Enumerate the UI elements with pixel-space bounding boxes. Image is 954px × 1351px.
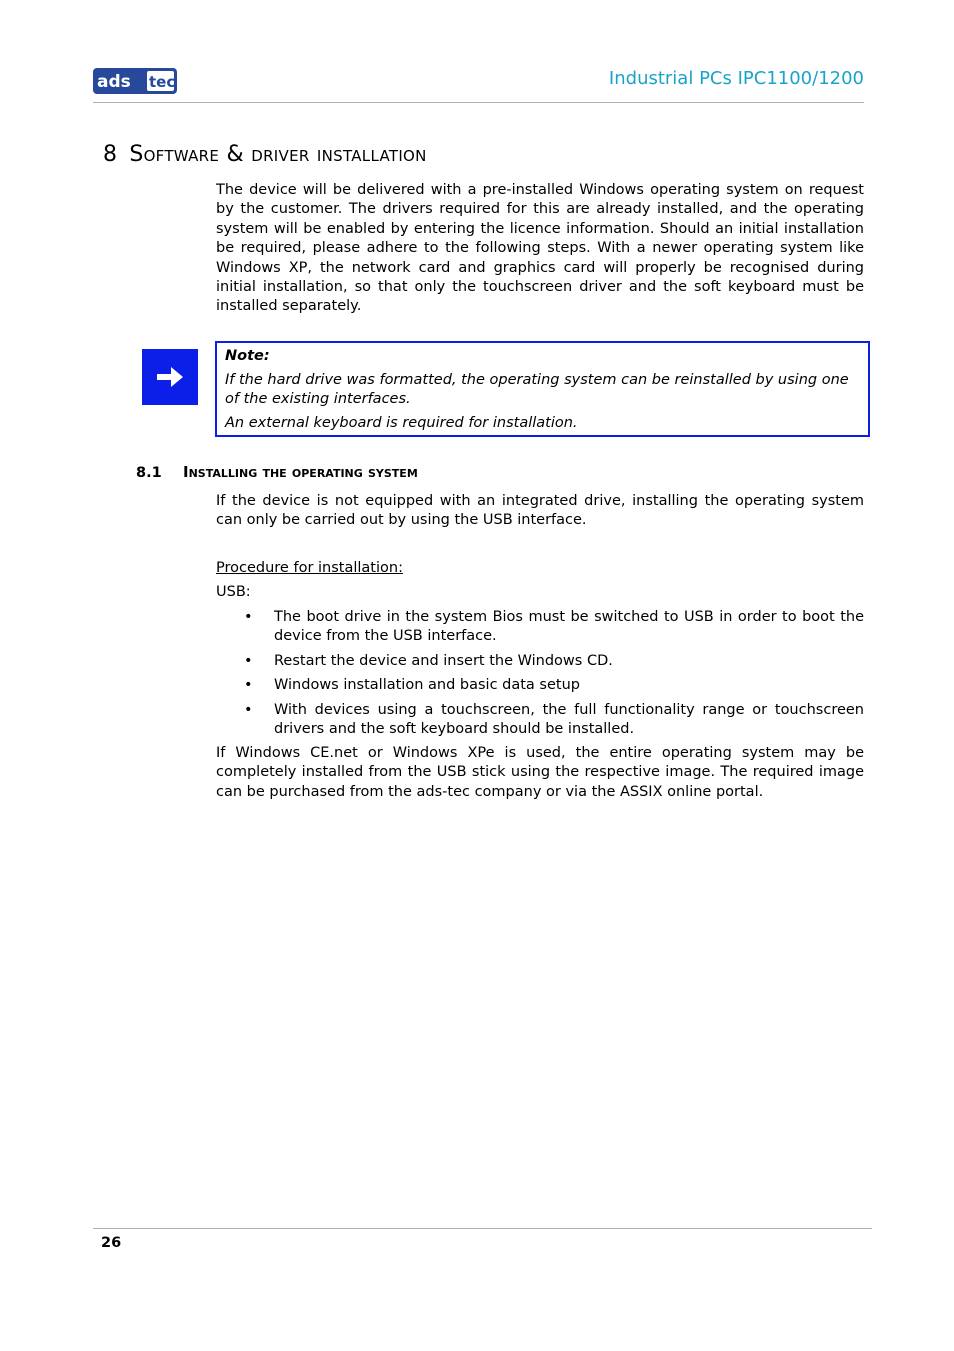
list-item-text: The boot drive in the system Bios must be switched to USB in order to boot the device from the USB interface.: [274, 609, 864, 645]
bullet-icon: •: [244, 701, 253, 718]
document-header-title: Industrial PCs IPC1100/1200: [608, 68, 864, 89]
procedure-label: Procedure for installation:: [216, 560, 403, 576]
bullet-icon: •: [244, 677, 253, 694]
ads-tec-logo: [93, 68, 177, 94]
arrow-right-icon: [142, 349, 198, 405]
list-item-text: With devices using a touchscreen, the full functionality range or touchscreen drivers and the soft keyboard should be installed.: [274, 701, 864, 738]
page-number: 26: [101, 1235, 122, 1251]
chapter-number: 8: [103, 142, 118, 167]
chapter-heading: [103, 142, 427, 167]
intro-paragraph: The device will be delivered with a pre-installed Windows operating system on request by the customer. The drivers required for this are already installed, and the operating system will be enabled by entering the licence information. Should an initial installation be required, please adhere to the following steps. With a newer operating system like Windows XP, the network card and graphics card will properly be recognised during initial installation, so that only the touchscreen driver and the soft keyboard must be installed separately.: [216, 182, 864, 315]
list-item: [216, 701, 864, 740]
note-title: Note:: [225, 348, 270, 364]
note-text-1: If the hard drive was formatted, the operating system can be reinstalled by using one of the existing interfaces.: [225, 372, 849, 407]
list-item: [216, 676, 864, 695]
usb-label: USB:: [216, 584, 251, 600]
svg-text:ads: ads: [97, 72, 131, 92]
note-text-2: An external keyboard is required for installation.: [225, 415, 578, 431]
section-number: 8.1: [136, 465, 162, 481]
svg-text:tec: tec: [149, 73, 176, 91]
section-heading: [136, 463, 418, 481]
list-item: [216, 652, 864, 671]
bullet-icon: •: [244, 609, 253, 625]
note-box: [215, 341, 870, 437]
bullet-icon: •: [244, 652, 253, 669]
closing-paragraph: If Windows CE.net or Windows XPe is used, the entire operating system may be completely installed from the USB stick using the respective image. The required image can be purchased from the ads-tec company or via the ASSIX online portal.: [216, 745, 864, 800]
section-title: Installing the operating system: [183, 463, 418, 481]
header-divider: [93, 102, 864, 103]
list-item-text: Restart the device and insert the Windows CD.: [274, 652, 613, 669]
chapter-title: Software & driver installation: [129, 142, 427, 167]
installation-steps-list: [216, 608, 864, 744]
section-paragraph: If the device is not equipped with an integrated drive, installing the operating system can only be carried out by using the USB interface.: [216, 493, 864, 529]
list-item-text: Windows installation and basic data setup: [274, 677, 580, 694]
footer-divider: [93, 1228, 872, 1229]
list-item: [216, 608, 864, 647]
